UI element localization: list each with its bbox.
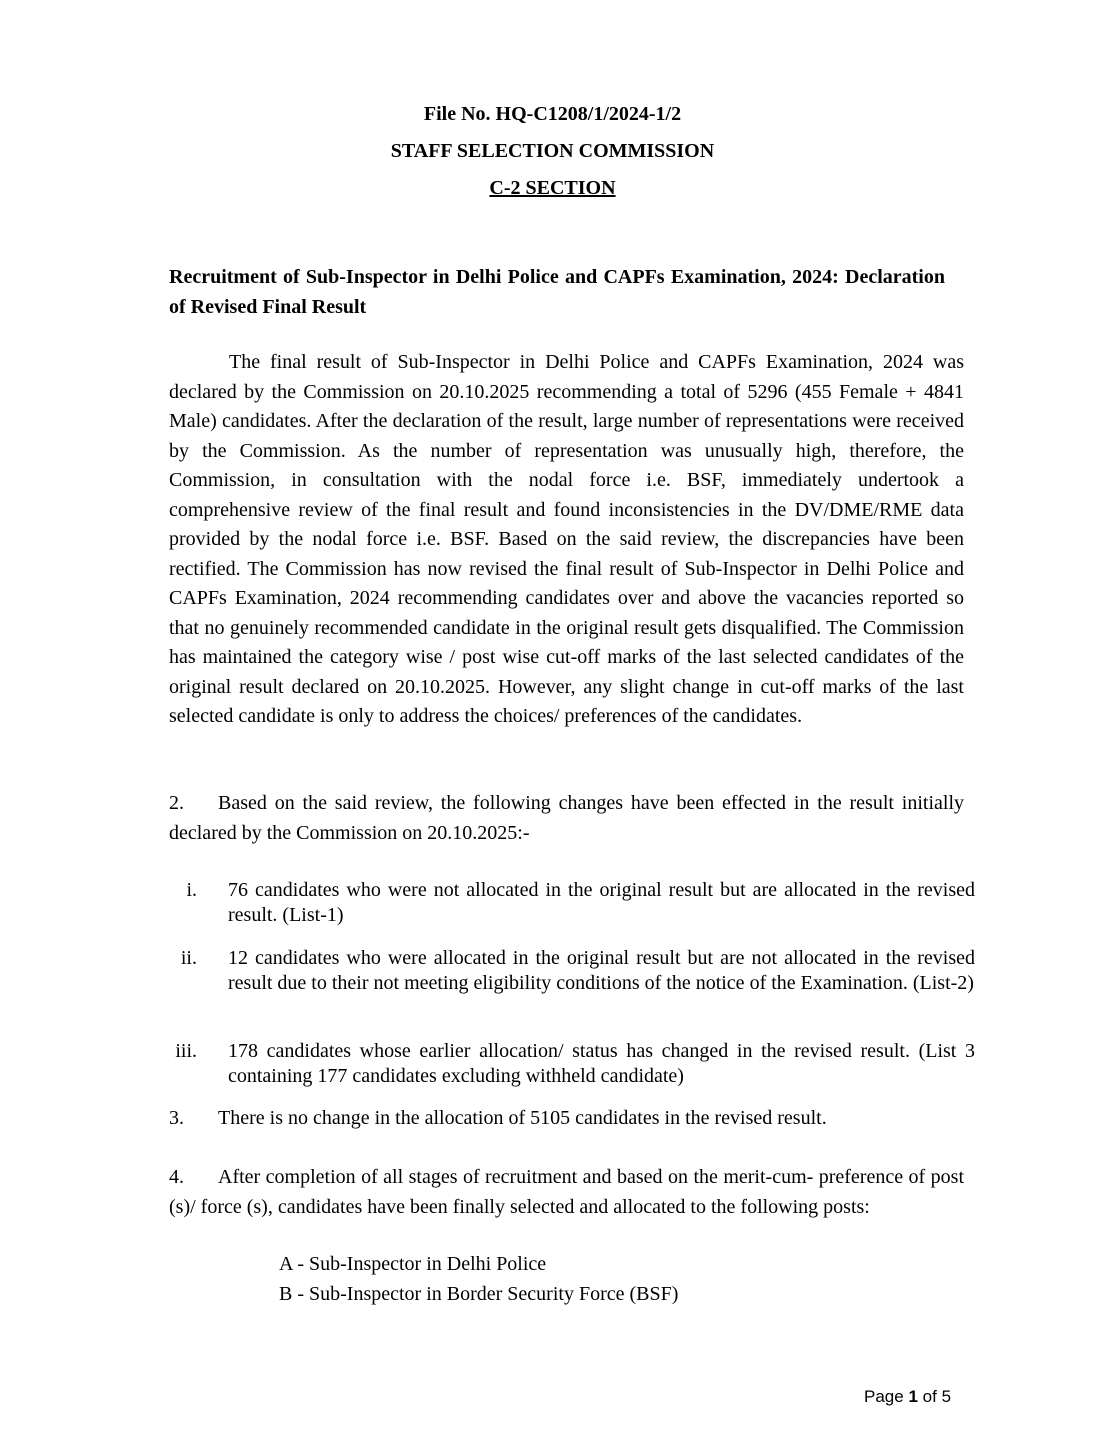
paragraph-3-number: 3. [169, 1107, 184, 1129]
list-item-iii [169, 1039, 975, 1089]
list-item-text: 76 candidates who were not allocated in the original result but are allocated in the revised result. (List-1) [228, 879, 975, 926]
section-heading: C-2 SECTION [489, 177, 616, 199]
list-item-number: iii. [175, 1040, 197, 1062]
list-item-ii [169, 946, 975, 996]
paragraph-3 [169, 1104, 964, 1134]
list-item-text: 178 candidates whose earlier allocation/ status has changed in the revised result. (List 3 containing 177 candidates excluding withheld candidate) [228, 1040, 975, 1087]
page-word: Page [864, 1387, 904, 1406]
paragraph-2 [169, 789, 964, 848]
list-item-number: ii. [180, 947, 197, 969]
post-a: A - Sub-Inspector in Delhi Police [279, 1253, 547, 1275]
organization-name: STAFF SELECTION COMMISSION [390, 140, 715, 162]
paragraph-1: The final result of Sub-Inspector in Delhi Police and CAPFs Examination, 2024 was declared by the Commission on 20.10.2025 recommending a total of 5296 (455 Female + 4841 Male) candidates. After the declaration of the result, large number of representations were received by the Commission. As the number of representation was unusually high, therefore, the Commission, in consultation with the nodal force i.e. BSF, immediately undertook a comprehensive review of the final result and found inconsistencies in the DV/DME/RME data provided by the nodal force i.e. BSF. Based on the said review, the discrepancies have been rectified. The Commission has now revised the final result of Sub-Inspector in Delhi Police and CAPFs Examination, 2024 recommending candidates over and above the vacancies reported so that no genuinely recommended candidate in the original result gets disqualified. The Commission has maintained the category wise / post wise cut-off marks of the last selected candidates of the original result declared on 20.10.2025. However, any slight change in cut-off marks of the last selected candidate is only to address the choices/ preferences of the candidates. [169, 351, 964, 727]
paragraph-2-number: 2. [169, 792, 184, 814]
paragraph-3-text: There is no change in the allocation of 5105 candidates in the revised result. [218, 1107, 827, 1129]
list-item-text: 12 candidates who were allocated in the original result but are not allocated in the revised result due to their not meeting eligibility conditions of the notice of the Examination. (List-2) [228, 947, 975, 994]
post-b: B - Sub-Inspector in Border Security Force (BSF) [279, 1283, 679, 1305]
file-number: File No. HQ-C1208/1/2024-1/2 [423, 103, 682, 125]
page-current: 1 [908, 1387, 918, 1406]
of-word: of [922, 1387, 937, 1406]
section-heading-wrap [0, 177, 1105, 200]
paragraph-4-number: 4. [169, 1166, 184, 1188]
paragraph-4-text: After completion of all stages of recruitment and based on the merit-cum- preference of post (s)/ force (s), candidates have been finally selected and allocated to the following posts: [169, 1166, 964, 1218]
list-item-i [169, 878, 975, 928]
paragraph-4 [169, 1163, 964, 1222]
page-number [864, 1387, 951, 1407]
list-item-number: i. [186, 879, 197, 901]
paragraph-2-text: Based on the said review, the following changes have been effected in the result initially declared by the Commission on 20.10.2025:- [169, 792, 964, 844]
subject-heading: Recruitment of Sub-Inspector in Delhi Police and CAPFs Examination, 2024: Declaration of Revised Final Result [169, 266, 945, 318]
page-total: 5 [941, 1387, 952, 1406]
